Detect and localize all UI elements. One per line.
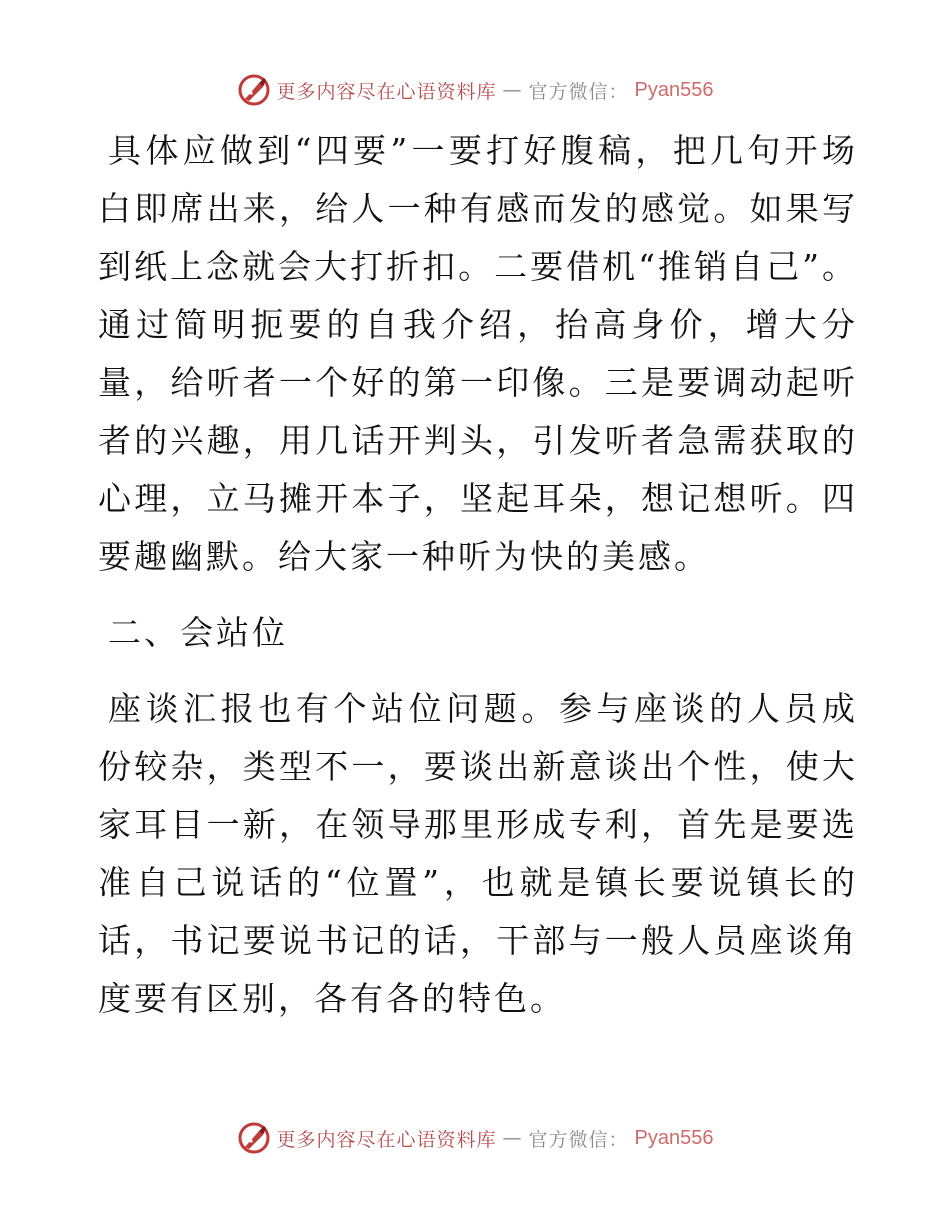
footer-wechat-label: 官方微信： xyxy=(528,1128,629,1151)
document-body xyxy=(98,122,858,1028)
header-watermark xyxy=(0,70,950,110)
header-wechat-handle: Pyan556 xyxy=(634,78,714,101)
header-separator: — xyxy=(502,79,523,101)
pen-nib-logo-icon xyxy=(237,1121,271,1155)
footer-watermark xyxy=(0,1118,950,1158)
footer-site-text: 更多内容尽在心语资料库 xyxy=(276,1128,497,1151)
footer-separator: — xyxy=(502,1127,523,1149)
header-site-text: 更多内容尽在心语资料库 xyxy=(276,80,497,103)
body-paragraph-1: 具体应做到“四要”一要打好腹稿，把几句开场白即席出来，给人一种有感而发的感觉。如果写到纸上念就会大打折扣。二要借机“推销自己”。通过简明扼要的自我介绍，抬高身价，增大分量，给听者一个好的第一印像。三是要调动起听者的兴趣，用几话开判头，引发听者急需获取的心理，立马摊开本子，坚起耳朵，想记想听。四要趣幽默。给大家一种听为快的美感。 xyxy=(98,131,858,576)
header-wechat-label: 官方微信： xyxy=(528,80,629,103)
footer-wechat-handle: Pyan556 xyxy=(634,1126,714,1149)
section-heading: 二、会站位 xyxy=(108,613,288,652)
pen-nib-logo-icon xyxy=(237,73,271,107)
body-paragraph-2: 座谈汇报也有个站位问题。参与座谈的人员成份较杂，类型不一，要谈出新意谈出个性，使大家耳目一新，在领导那里形成专利，首先是要选准自己说话的“位置”，也就是镇长要说镇长的话，书记要说书记的话，干部与一般人员座谈角度要有区别，各有各的特色。 xyxy=(98,689,858,1018)
